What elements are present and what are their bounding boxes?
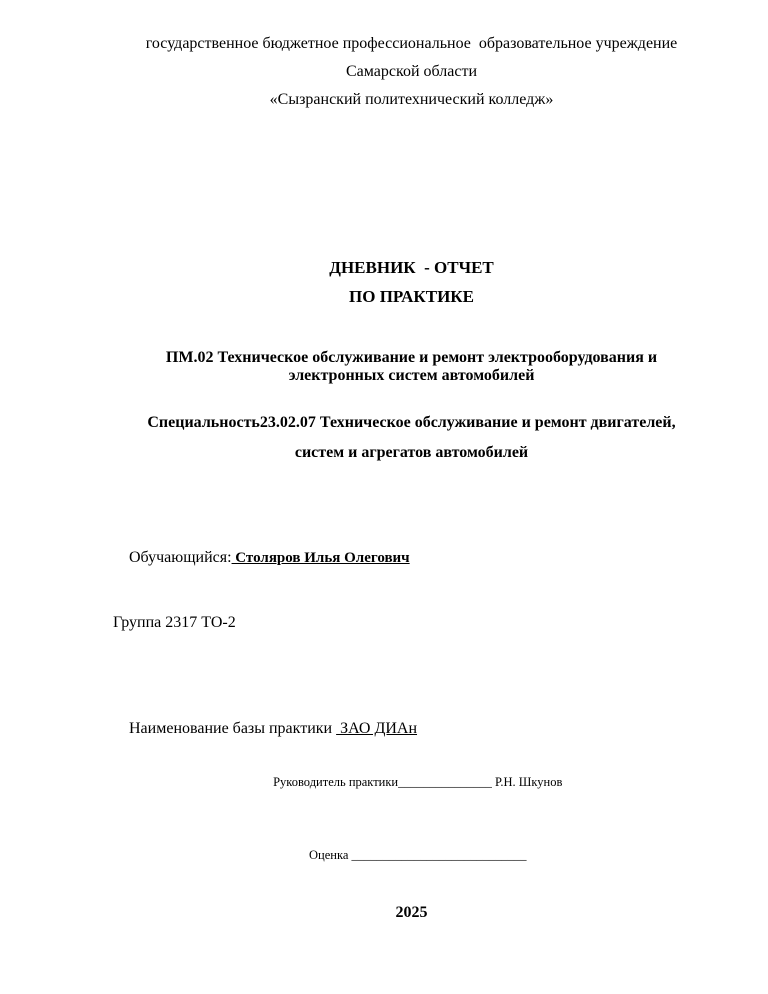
institution-name-line3: «Сызранский политехнический колледж» [269,91,554,108]
year-label: 2025 [395,904,428,921]
student-name: Столяров Илья Олегович [231,550,410,566]
specialty-line2: систем и агрегатов автомобилей [294,444,529,461]
module-title-line1: ПМ.02 Техническое обслуживание и ремонт электрооборудования и [165,349,658,366]
module-title-line2: электронных систем автомобилей [288,367,535,384]
practice-base-label: Наименование базы практики [129,720,337,737]
institution-name-line2: Самарской области [346,63,477,80]
document-title-line1: ДНЕВНИК - ОТЧЕТ [329,258,494,277]
group-row: Группа 2317 ТО-2 [113,614,236,631]
supervisor-row [113,757,710,808]
grade-label: Оценка [308,848,352,862]
student-row [113,528,710,588]
document-title-line2: ПО ПРАКТИКЕ [349,287,474,306]
grade-row [113,830,710,881]
institution-name-line1: государственное бюджетное профессиональное образовательное учреждение [145,35,678,52]
supervisor-signature-blank: _______________ [398,775,492,789]
practice-base-row [113,699,710,759]
student-label: Обучающийся: [129,549,232,566]
supervisor-label: Руководитель практики [273,775,399,789]
supervisor-name: Р.Н. Шкунов [491,775,563,789]
specialty-line1: Специальность23.02.07 Техническое обслуживание и ремонт двигателей, [147,414,676,431]
grade-blank: ____________________________ [351,848,527,862]
practice-base-value: ЗАО ДИАн [336,720,418,737]
